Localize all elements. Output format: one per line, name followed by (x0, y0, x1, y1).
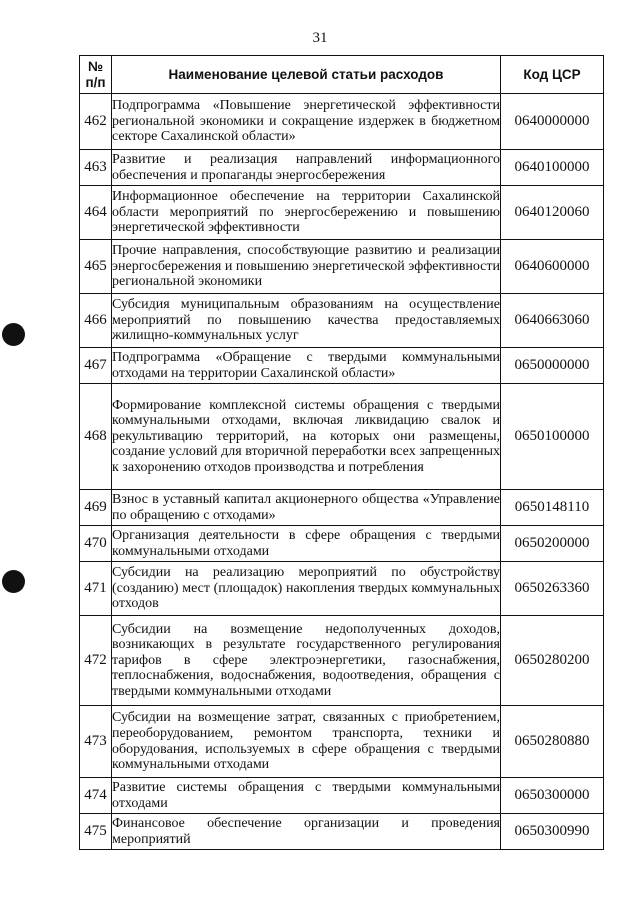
table-row (80, 814, 604, 850)
row-name: Подпрограмма «Обращение с твердыми коммунальными отходами на территории Сахалинской области» (112, 348, 501, 384)
table-row (80, 616, 604, 706)
row-code: 0650200000 (501, 526, 604, 562)
row-code: 0650280200 (501, 616, 604, 706)
table-row (80, 294, 604, 348)
row-name: Взнос в уставный капитал акционерного общества «Управление по обращению с отходами» (112, 490, 501, 526)
table-row (80, 348, 604, 384)
row-code: 0640120060 (501, 186, 604, 240)
header-number: № п/п (80, 56, 112, 94)
table-row (80, 562, 604, 616)
table-row (80, 94, 604, 150)
row-code: 0640000000 (501, 94, 604, 150)
row-number: 468 (80, 384, 112, 490)
table-row (80, 384, 604, 490)
row-name: Подпрограмма «Повышение энергетической эффективности региональной экономики и сокращение издержек в бюджетном секторе Сахалинской области» (112, 94, 501, 150)
table-row (80, 186, 604, 240)
row-name: Информационное обеспечение на территории Сахалинской области мероприятий по энергосбережению и повышению энергетической эффективности (112, 186, 501, 240)
table-row (80, 150, 604, 186)
binder-hole-mark (2, 323, 25, 346)
row-name: Субсидии на реализацию мероприятий по обустройству (созданию) мест (площадок) накопления твердых коммунальных отходов (112, 562, 501, 616)
budget-codes-table (79, 55, 604, 850)
row-number: 464 (80, 186, 112, 240)
row-number: 465 (80, 240, 112, 294)
row-code: 0650000000 (501, 348, 604, 384)
row-name: Субсидии на возмещение затрат, связанных с приобретением, переоборудованием, ремонтом транспорта, техники и оборудования, используемых в сфере обращения с твердыми коммунальными отходами (112, 706, 501, 778)
row-number: 473 (80, 706, 112, 778)
header-code: Код ЦСР (501, 56, 604, 94)
table-row (80, 778, 604, 814)
row-name: Формирование комплексной системы обращения с твердыми коммунальными отходами, включая ликвидацию свалок и рекультивацию территорий, на которых они размещены, создание условий для вторичной переработки всех запрещенных к захоронению отходов производства и потребления (112, 384, 501, 490)
row-code: 0650300000 (501, 778, 604, 814)
row-number: 463 (80, 150, 112, 186)
row-name: Организация деятельности в сфере обращения с твердыми коммунальными отходами (112, 526, 501, 562)
row-code: 0650300990 (501, 814, 604, 850)
row-code: 0650148110 (501, 490, 604, 526)
table-row (80, 526, 604, 562)
row-name: Субсидии на возмещение недополученных доходов, возникающих в результате государственного регулирования тарифов в сфере электроэнергетики, газоснабжения, теплоснабжения, водоснабжения, водоотведения, обращения с твердыми коммунальными отходами (112, 616, 501, 706)
row-code: 0650280880 (501, 706, 604, 778)
row-code: 0650100000 (501, 384, 604, 490)
binder-hole-mark (2, 570, 25, 593)
table-row (80, 490, 604, 526)
row-number: 466 (80, 294, 112, 348)
row-name: Прочие направления, способствующие развитию и реализации энергосбережения и повышению энергетической эффективности региональной экономики (112, 240, 501, 294)
row-number: 469 (80, 490, 112, 526)
table-row (80, 706, 604, 778)
row-code: 0650263360 (501, 562, 604, 616)
row-number: 472 (80, 616, 112, 706)
row-code: 0640100000 (501, 150, 604, 186)
table-header-row (80, 56, 604, 94)
header-name: Наименование целевой статьи расходов (112, 56, 501, 94)
row-number: 470 (80, 526, 112, 562)
row-number: 467 (80, 348, 112, 384)
row-name: Субсидия муниципальным образованиям на осуществление мероприятий по повышению качества предоставляемых жилищно-коммунальных услуг (112, 294, 501, 348)
row-name: Развитие системы обращения с твердыми коммунальными отходами (112, 778, 501, 814)
row-code: 0640600000 (501, 240, 604, 294)
row-number: 462 (80, 94, 112, 150)
row-name: Развитие и реализация направлений информационного обеспечения и пропаганды энергосбережения (112, 150, 501, 186)
row-name: Финансовое обеспечение организации и проведения мероприятий (112, 814, 501, 850)
row-code: 0640663060 (501, 294, 604, 348)
row-number: 474 (80, 778, 112, 814)
row-number: 475 (80, 814, 112, 850)
page-number: 31 (312, 30, 328, 46)
table-row (80, 240, 604, 294)
row-number: 471 (80, 562, 112, 616)
